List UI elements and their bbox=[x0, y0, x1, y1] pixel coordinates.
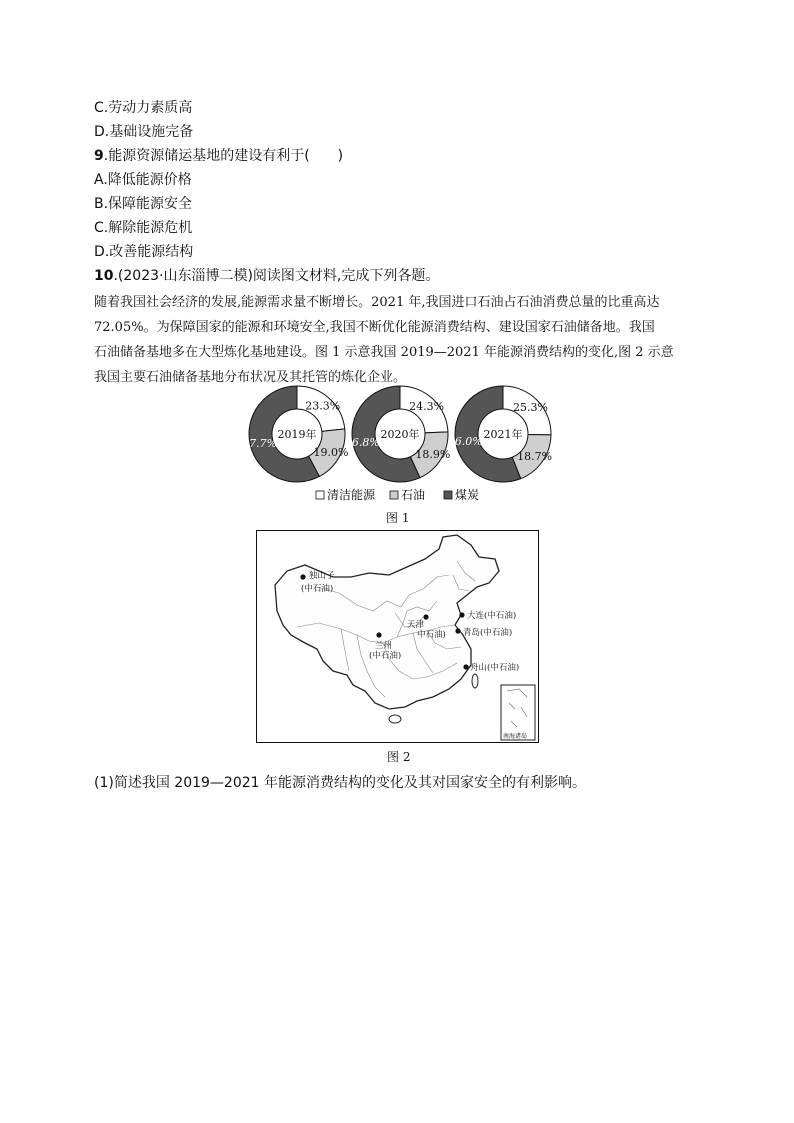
base-marker-tianjin bbox=[423, 614, 428, 619]
question-number: 10 bbox=[94, 268, 114, 284]
base-name-dalian: 大连 bbox=[467, 611, 485, 621]
base-company-tianjin: 中石油) bbox=[417, 630, 446, 640]
figure-1-caption: 图 1 bbox=[386, 511, 410, 525]
question-9 bbox=[94, 146, 343, 166]
base-company-lanzhou: (中石油) bbox=[369, 651, 402, 661]
legend-swatch-oil bbox=[390, 491, 398, 499]
legend-swatch-clean bbox=[316, 491, 324, 499]
material-line: 我国主要石油储备基地分布状况及其托管的炼化企业。 bbox=[94, 370, 407, 385]
energy-structure-chart bbox=[240, 384, 560, 524]
question-10 bbox=[94, 266, 439, 286]
inset-label: 南海诸岛 bbox=[503, 733, 528, 740]
donut-value-label-oil: 18.7% bbox=[517, 449, 553, 463]
donut-value-label-clean: 23.3% bbox=[305, 399, 341, 413]
base-name-lanzhou: 兰州 bbox=[375, 641, 393, 651]
legend-label-oil: 石油 bbox=[401, 488, 426, 502]
question-stem: .能源资源储运基地的建设有利于( ) bbox=[103, 148, 344, 164]
chart-legend bbox=[316, 487, 479, 502]
base-marker-zhoushan bbox=[463, 664, 468, 669]
material-line: 随着我国社会经济的发展,能源需求量不断增长。2021 年,我国进口石油占石油消费总量的比重高达 bbox=[94, 295, 660, 310]
option-d: D.改善能源结构 bbox=[94, 244, 194, 260]
base-name-zhoushan: 舟山 bbox=[470, 663, 488, 673]
base-marker-qingdao bbox=[455, 628, 460, 633]
base-marker-dalian bbox=[459, 612, 464, 617]
base-company-qingdao: (中石油) bbox=[480, 628, 513, 638]
donut-year-label: 2020年 bbox=[380, 428, 420, 441]
china-map-outline bbox=[257, 531, 537, 741]
base-marker-dushanzi bbox=[300, 574, 305, 579]
question-number: 9 bbox=[94, 148, 104, 164]
base-company-dalian: (中石油) bbox=[484, 611, 517, 621]
hainan-island bbox=[389, 715, 401, 723]
donut-value-label-oil: 19.0% bbox=[313, 446, 349, 460]
donut-value-label-coal: 56.0% bbox=[447, 435, 483, 449]
material-line: 72.05%。为保障国家的能源和环境安全,我国不断优化能源消费结构、建设国家石油储备地。我国 bbox=[94, 320, 655, 335]
option-d-prev: D.基础设施完备 bbox=[94, 124, 194, 140]
base-company-zhoushan: (中石油) bbox=[487, 663, 520, 673]
option-b: B.保障能源安全 bbox=[94, 196, 193, 212]
south-china-sea-inset bbox=[501, 685, 535, 740]
base-name-qingdao: 青岛 bbox=[463, 628, 481, 638]
option-c: C.解除能源危机 bbox=[94, 220, 193, 236]
donut-value-label-coal: 57.7% bbox=[242, 437, 278, 451]
donut-value-label-clean: 24.3% bbox=[409, 400, 445, 414]
legend-label-clean: 清洁能源 bbox=[327, 488, 376, 502]
country-border bbox=[275, 535, 499, 709]
donut-year-label: 2019年 bbox=[277, 428, 317, 441]
base-name-dushanzi: 独山子 bbox=[309, 571, 335, 581]
legend-label-coal: 煤炭 bbox=[455, 488, 480, 502]
option-c-prev: C.劳动力素质高 bbox=[94, 100, 193, 116]
taiwan-island bbox=[472, 674, 478, 688]
legend-swatch-coal bbox=[444, 491, 452, 499]
donut-value-label-clean: 25.3% bbox=[513, 401, 548, 415]
material-line: 石油储备基地多在大型炼化基地建设。图 1 示意我国 2019—2021 年能源消费结构的变化,图 2 示意 bbox=[94, 345, 674, 360]
subquestion-1: (1)简述我国 2019—2021 年能源消费结构的变化及其对国家安全的有利影响。 bbox=[94, 775, 586, 791]
donut-value-label-coal: 56.8% bbox=[344, 436, 380, 450]
donut-value-label-oil: 18.9% bbox=[415, 448, 451, 462]
question-stem: .(2023·山东淄博二模)阅读图文材料,完成下列各题。 bbox=[113, 268, 440, 284]
base-company-dushanzi: (中石油) bbox=[301, 584, 334, 594]
option-a: A.降低能源价格 bbox=[94, 172, 192, 188]
donut-year-label: 2021年 bbox=[483, 428, 523, 441]
base-marker-lanzhou bbox=[376, 632, 381, 637]
base-name-tianjin: 天津 bbox=[407, 620, 425, 630]
material-text bbox=[94, 290, 704, 390]
oil-reserve-map bbox=[256, 530, 539, 743]
figure-2-caption: 图 2 bbox=[387, 750, 411, 764]
